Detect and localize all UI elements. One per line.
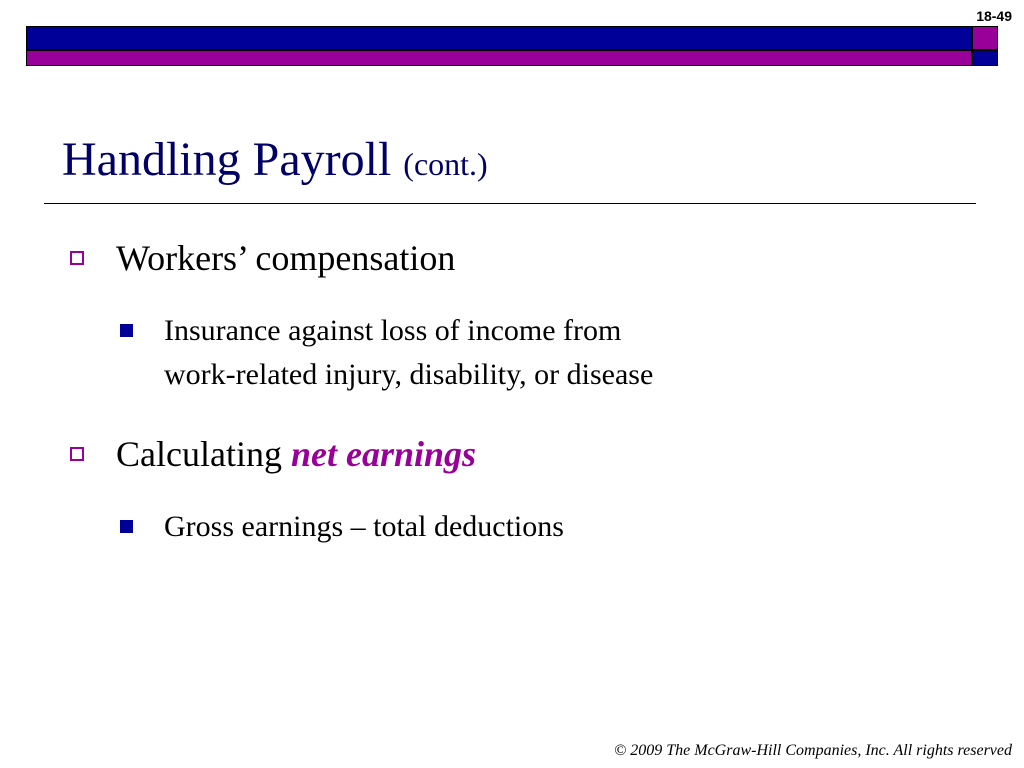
bullet-text: Calculating xyxy=(116,434,291,474)
header-square-blue xyxy=(972,50,998,66)
slide-title xyxy=(62,130,488,194)
hollow-square-icon xyxy=(70,251,84,265)
subbullet-text-line1: Gross earnings – total deductions xyxy=(164,510,564,543)
header-decoration-band xyxy=(26,26,998,66)
subbullet-insurance xyxy=(164,309,621,353)
bullet-text: Workers’ compensation xyxy=(116,238,456,278)
bullet-emphasis: net earnings xyxy=(290,434,477,474)
slide-title-suffix: (cont.) xyxy=(403,146,488,182)
hollow-square-icon xyxy=(70,447,84,461)
slide-title-text: Handling Payroll xyxy=(62,133,392,186)
subbullet-gross-earnings xyxy=(164,505,564,549)
filled-square-icon xyxy=(120,520,133,533)
filled-square-icon xyxy=(120,324,133,337)
subbullet-text-line2: work-related injury, disability, or disease xyxy=(164,358,654,391)
copyright-footer: © 2009 The McGraw-Hill Companies, Inc. All rights reserved xyxy=(614,742,1012,759)
slide-number: 18-49 xyxy=(976,8,1012,24)
subbullet-insurance-continued xyxy=(164,353,653,397)
header-band-purple xyxy=(26,50,972,66)
title-divider xyxy=(44,203,976,204)
bullet-calculating-net-earnings xyxy=(116,432,476,476)
subbullet-text-line1: Insurance against loss of income from xyxy=(164,314,622,347)
bullet-workers-compensation xyxy=(116,236,455,280)
header-square-purple xyxy=(972,26,998,50)
header-band-blue xyxy=(26,26,972,50)
